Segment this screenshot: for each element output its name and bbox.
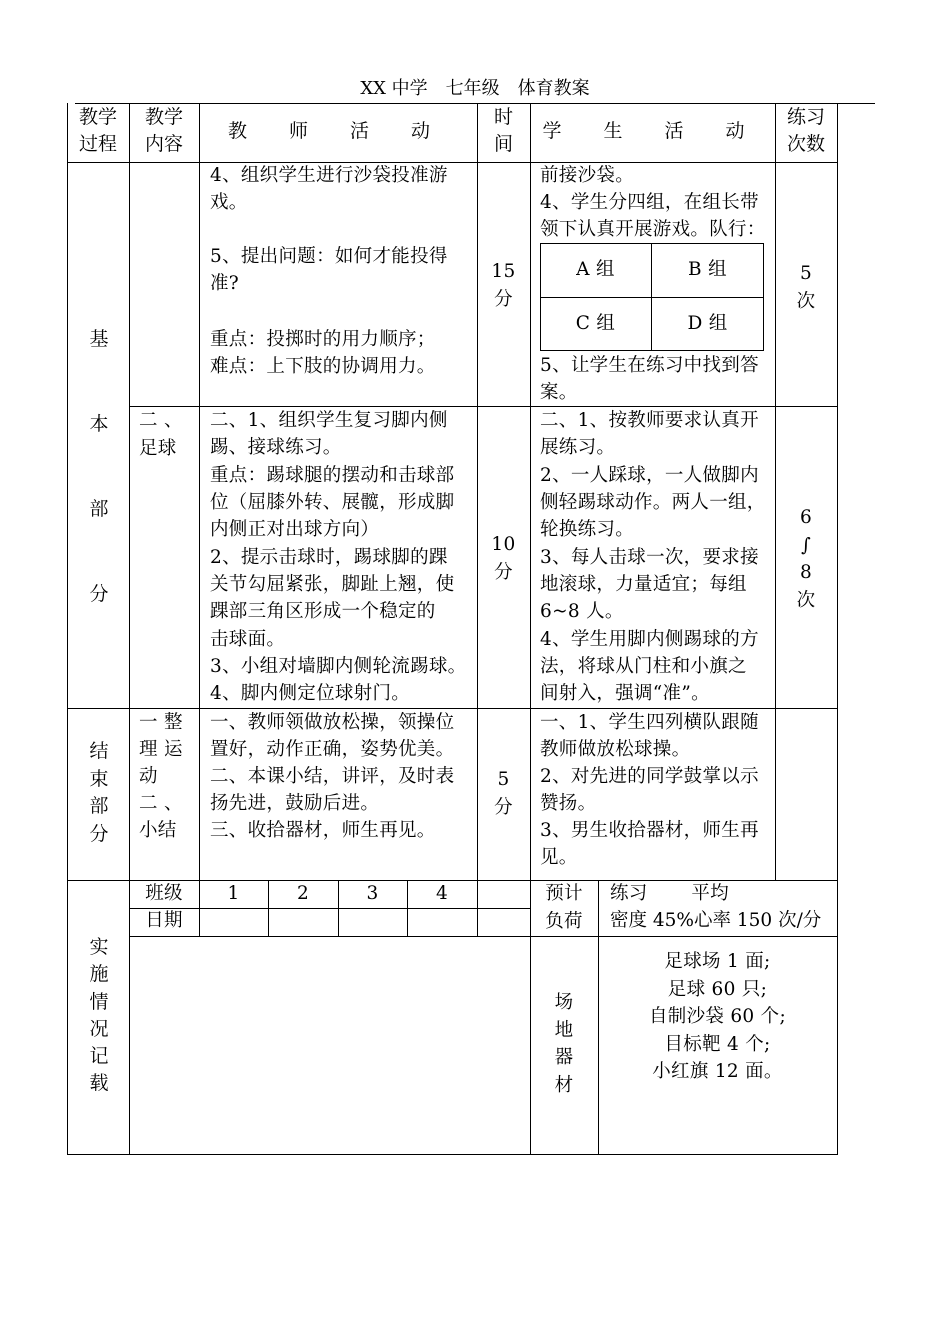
page-title: XX 中学 七年级 体育教案 (360, 78, 590, 99)
class-4: 4 (435, 883, 449, 904)
header-process: 教学 过程 (78, 106, 117, 155)
header-time: 时 间 (493, 106, 513, 155)
class-3: 3 (366, 883, 379, 904)
row2-time: 10 分 (491, 534, 516, 583)
group-c: C 组 (575, 313, 616, 334)
header-reps: 练习 次数 (786, 106, 825, 155)
row1-time: 15 分 (491, 261, 516, 310)
end-section-label: 结 束 部 分 (89, 740, 109, 845)
class-2: 2 (296, 883, 310, 904)
header-student-activity: 学 生 活 动 (542, 120, 763, 142)
record-section-label: 实 施 情 况 记 载 (89, 936, 109, 1095)
basic-section-label: 基 本 部 分 (89, 328, 109, 605)
load-line-2: 密度 45%心率 150 次/分 (610, 910, 822, 931)
row2-content: 二 、 足球 (139, 410, 183, 459)
class-1: 1 (227, 883, 240, 904)
load-line-1: 练习 平均 (610, 883, 729, 904)
venue-label: 场 地 器 材 (554, 992, 574, 1096)
row2-reps: 6 ∫ 8 次 (796, 507, 816, 611)
row1-reps: 5 次 (796, 263, 816, 312)
group-d: D 组 (687, 313, 728, 334)
load-label: 预计 负荷 (545, 883, 583, 932)
date-label: 日期 (145, 910, 183, 931)
header-content: 教学 内容 (144, 106, 183, 155)
group-b: B 组 (688, 259, 727, 280)
end-time: 5 分 (494, 769, 513, 818)
group-a: A 组 (576, 259, 615, 280)
equipment-list: 足球场 1 面; 足球 60 只; 自制沙袋 60 个; 目标靶 4 个; 小红旗 12 面。 (648, 951, 787, 1082)
class-label: 班级 (145, 883, 183, 904)
header-teacher-activity: 教 师 活 动 (227, 120, 449, 142)
